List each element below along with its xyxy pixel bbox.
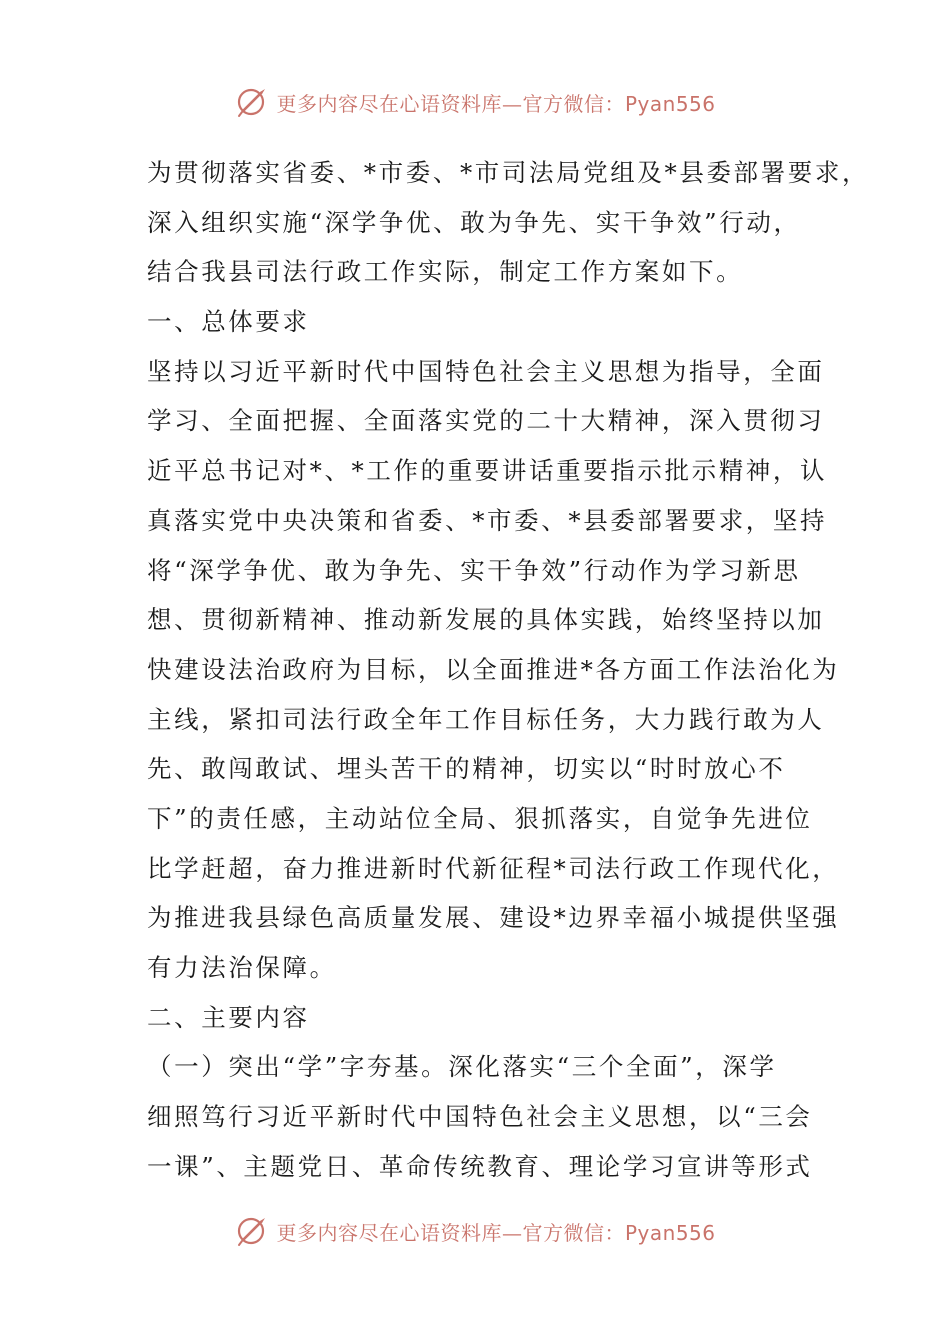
text-line: （一）突出“学”字夯基。深化落实“三个全面”，深学 bbox=[147, 1052, 777, 1082]
text-line: 结合我县司法行政工作实际，制定工作方案如下。 bbox=[147, 257, 744, 287]
text-line: 比学赶超，奋力推进新时代新征程*司法行政工作现代化， bbox=[147, 853, 840, 883]
text-line: 快建设法治政府为目标，以全面推进*各方面工作法治化为 bbox=[147, 654, 840, 684]
text-line: 学习、全面把握、全面落实党的二十大精神，深入贯彻习 bbox=[147, 406, 825, 436]
text-line: 一课”、主题党日、革命传统教育、理论学习宣讲等形式 bbox=[147, 1151, 813, 1181]
text-line: 先、敢闯敢试、埋头苦干的精神，切实以“时时放心不 bbox=[147, 754, 786, 784]
footer-watermark bbox=[0, 1211, 950, 1251]
text-line: 深入组织实施“深学争优、敢为争先、实干争效”行动， bbox=[147, 207, 801, 237]
wechat-id: Pyan556 bbox=[624, 1220, 716, 1245]
section-heading: 二、主要内容 bbox=[147, 1002, 310, 1032]
header-watermark bbox=[0, 82, 950, 122]
pen-logo-icon bbox=[234, 1213, 270, 1249]
text-line: 为贯彻落实省委、*市委、*市司法局党组及*县委部署要求， bbox=[147, 158, 870, 187]
document-body bbox=[147, 148, 870, 1191]
text-line: 有力法治保障。 bbox=[147, 953, 337, 982]
text-line: 下”的责任感，主动站位全局、狠抓落实，自觉争先进位 bbox=[147, 803, 813, 833]
section-heading: 一、总体要求 bbox=[147, 307, 310, 337]
text-line: 真落实党中央决策和省委、*市委、*县委部署要求，坚持 bbox=[147, 505, 828, 535]
text-line: 近平总书记对*、*工作的重要讲话重要指示批示精神，认 bbox=[147, 456, 828, 486]
pen-logo-icon bbox=[234, 84, 270, 120]
text-line: 细照笃行习近平新时代中国特色社会主义思想，以“三会 bbox=[147, 1102, 813, 1132]
text-line: 将“深学争优、敢为争先、实干争效”行动作为学习新思 bbox=[147, 555, 801, 585]
wechat-id: Pyan556 bbox=[624, 91, 716, 116]
text-line: 主线，紧扣司法行政全年工作目标任务，大力践行敢为人 bbox=[147, 704, 825, 734]
text-line: 为推进我县绿色高质量发展、建设*边界幸福小城提供坚强 bbox=[147, 903, 840, 933]
text-line: 坚持以习近平新时代中国特色社会主义思想为指导，全面 bbox=[147, 356, 825, 386]
watermark-text: 更多内容尽在心语资料库—官方微信：Pyan556 bbox=[276, 91, 716, 116]
watermark-text: 更多内容尽在心语资料库—官方微信：Pyan556 bbox=[276, 1220, 716, 1245]
text-line: 想、贯彻新精神、推动新发展的具体实践，始终坚持以加 bbox=[147, 605, 825, 635]
